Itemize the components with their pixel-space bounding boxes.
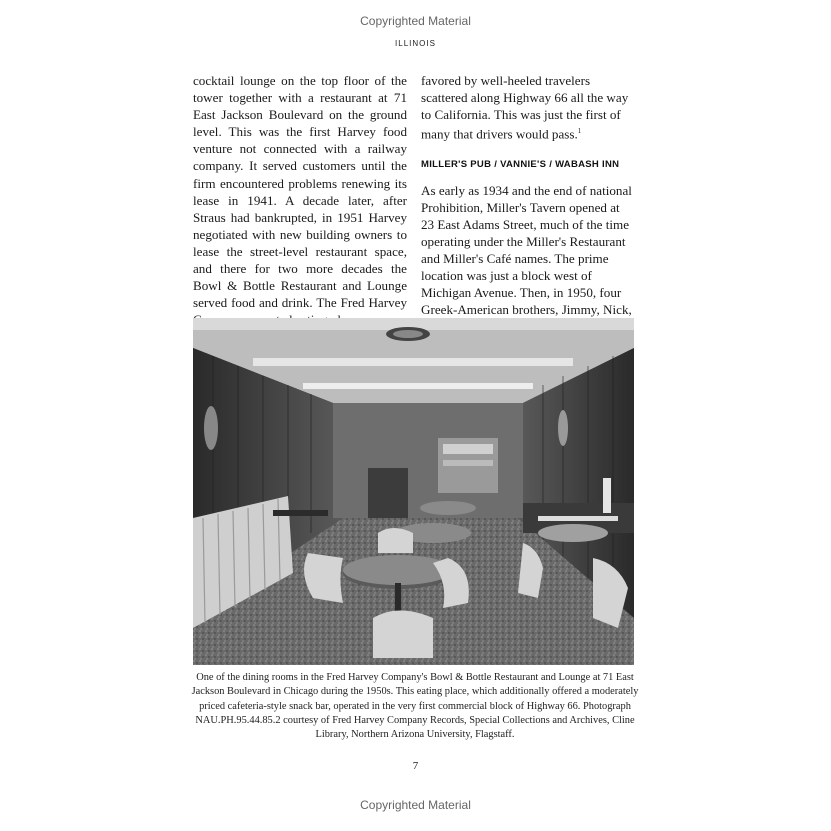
watermark-bottom: Copyrighted Material [360,798,471,812]
right-column-text-top [421,72,635,143]
restaurant-photo-illustration [193,318,634,665]
page-number: 7 [412,760,419,772]
section-heading: MILLER'S PUB / VANNIE'S / WABASH INN [421,158,620,170]
running-head: ILLINOIS [395,39,436,48]
watermark-top: Copyrighted Material [360,14,471,28]
restaurant-photo [193,318,634,665]
right-column-text-bottom: As early as 1934 and the end of national Prohibition, Miller's Tavern opened at 23 East Adams Street, much of the time operating under the Miller's Restaurant and Miller's Café names. The prime location was just a block west of Michigan Avenue. Then, in 1950, four Greek-American brothers, Jimmy, Nick, [421,182,632,318]
left-column-text: cocktail lounge on the top floor of the tower together with a restaurant at 71 East Jackson Boulevard on the ground level. This was the first Harvey food venture not connected with a railway company. It served customers until the firm encountered problems renewing its lease in 1941. A decade later, after Straus had bankrupted, in 1951 Harvey negotiated with new building owners to lease the street-level restaurant space, and there for two more decades the Bowl & Bottle Restaurant and Lounge served food and drink. The Fred Harvey [193,73,407,311]
left-column [193,72,407,328]
photo-caption: One of the dining rooms in the Fred Harvey Company's Bowl & Bottle Restaurant and Lounge at 71 East Jackson Boulevard in Chicago during the 1950s. This eating place, which additionally offered a moderately priced cafeteria-style snack bar, operated in the very first commercial block of Highway 66. Photograph NAU.PH.95.44.85.2 courtesy of Fred Harvey Company Records, Special Collections and Archives, Cline Library, Northern Arizona University, Flagstaff. [191,672,639,741]
right-column [421,72,635,319]
footnote-mark: 1 [577,127,582,136]
right-column-text-top-content: favored by well-heeled travelers scattered along Highway 66 all the way to California. This was just the first of many that drivers would pass. [421,73,629,142]
